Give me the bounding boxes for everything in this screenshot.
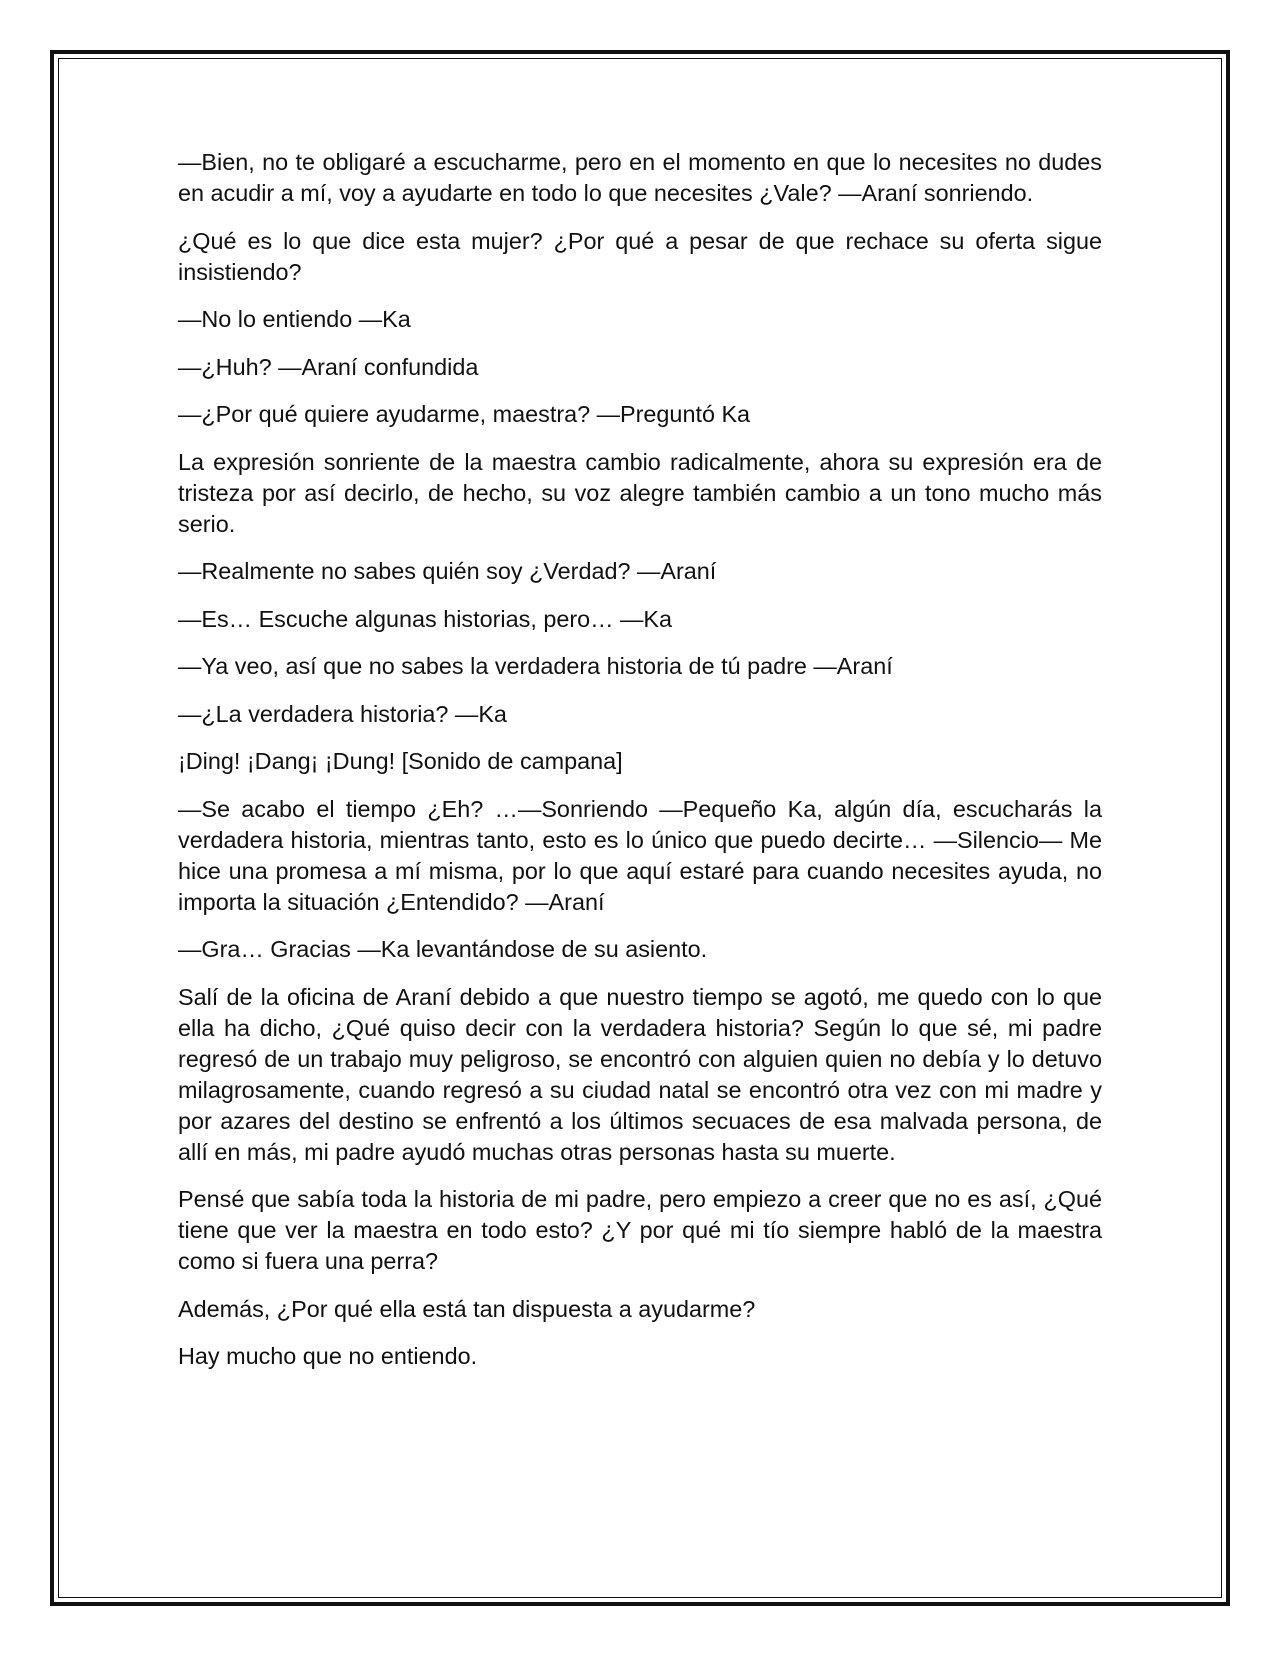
- paragraph: —Ya veo, así que no sabes la verdadera historia de tú padre —Araní: [178, 653, 893, 679]
- paragraph: —Bien, no te obligaré a escucharme, pero en el momento en que lo necesites no dudes en acudir a mí, voy a ayudarte en todo lo que necesites ¿Vale? —Araní sonriendo.: [178, 149, 1102, 206]
- paragraph: —Se acabo el tiempo ¿Eh? …—Sonriendo —Pequeño Ka, algún día, escucharás la verdadera historia, mientras tanto, esto es lo único que puedo decirte… —Silencio— Me hice una promesa a mí misma, por lo que aquí estaré para cuando necesites ayuda, no importa la situación ¿Entendido? —Araní: [178, 795, 1102, 915]
- paragraph: ¡Ding! ¡Dang¡ ¡Dung! [Sonido de campana]: [178, 748, 623, 774]
- paragraph: —¿La verdadera historia? —Ka: [178, 700, 507, 727]
- paragraph: —Realmente no sabes quién soy ¿Verdad? —Araní: [178, 558, 717, 584]
- paragraph: —¿Huh? —Araní confundida: [178, 353, 479, 380]
- paragraph: ¿Qué es lo que dice esta mujer? ¿Por qué a pesar de que rechace su oferta sigue insistiendo?: [178, 227, 1102, 285]
- paragraph: —No lo entiendo —Ka: [178, 306, 411, 332]
- paragraph: Hay mucho que no entiendo.: [178, 1343, 478, 1369]
- paragraph: —Gra… Gracias —Ka levantándose de su asiento.: [178, 936, 708, 962]
- document-body: [178, 147, 1102, 1389]
- paragraph: La expresión sonriente de la maestra cambio radicalmente, ahora su expresión era de tristeza por así decirlo, de hecho, su voz alegre también cambio a un tono mucho más serio.: [178, 448, 1102, 537]
- paragraph: Salí de la oficina de Araní debido a que nuestro tiempo se agotó, me quedo con lo que ella ha dicho, ¿Qué quiso decir con la verdadera historia? Según lo que sé, mi padre regresó de un trabajo muy peligroso, se encontró con alguien quien no debía y lo detuvo milagrosamente, cuando regresó a su ciudad natal se encontró otra vez con mi madre y por azares del destino se enfrentó a los últimos secuaces de esa malvada persona, de allí en más, mi padre ayudó muchas otras personas hasta su muerte.: [178, 983, 1102, 1165]
- paragraph: Además, ¿Por qué ella está tan dispuesta a ayudarme?: [178, 1295, 756, 1322]
- paragraph: —Es… Escuche algunas historias, pero… —Ka: [178, 605, 673, 632]
- paragraph: —¿Por qué quiere ayudarme, maestra? —Preguntó Ka: [178, 401, 751, 427]
- paragraph: Pensé que sabía toda la historia de mi padre, pero empiezo a creer que no es así, ¿Qué tiene que ver la maestra en todo esto? ¿Y por qué mi tío siempre habló de la maestra como si fuera una perra?: [178, 1186, 1102, 1274]
